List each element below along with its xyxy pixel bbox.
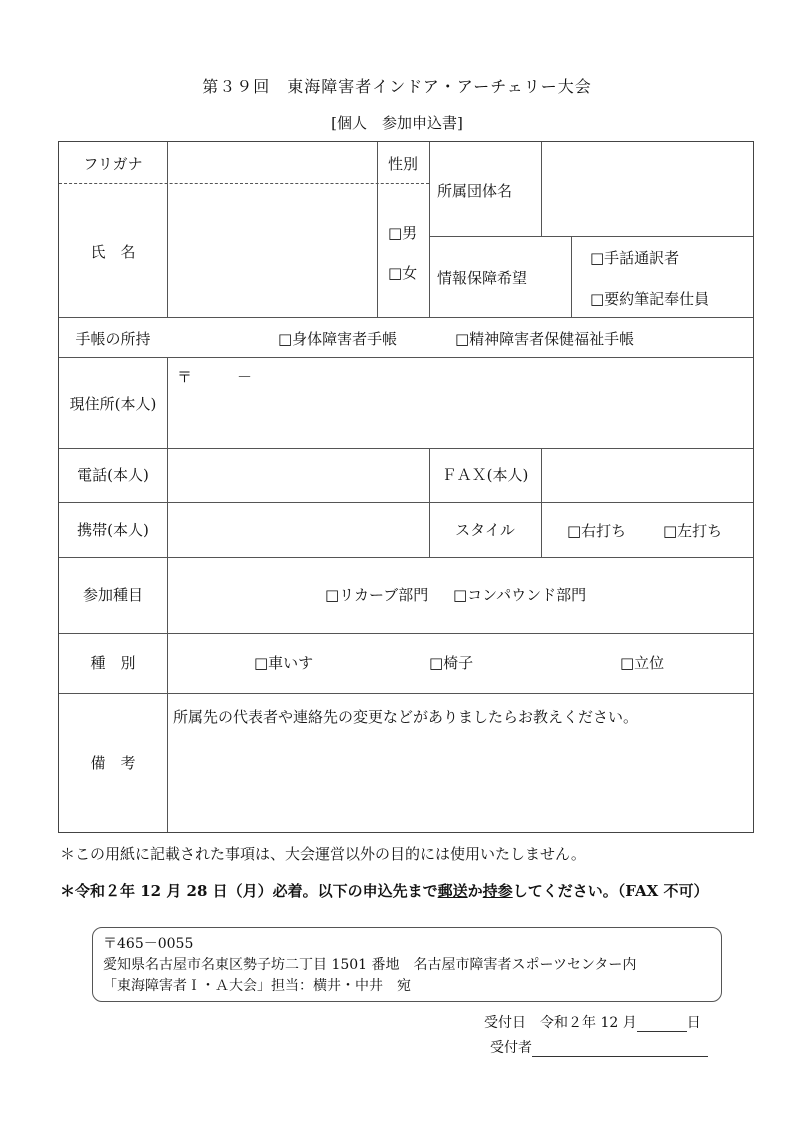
mobile-label: 携帯(本人) (77, 521, 149, 539)
col-divider (167, 357, 168, 832)
event-compound-checkbox[interactable]: □コンパウンド部門 (453, 586, 587, 604)
gender-label: 性別 (387, 155, 418, 173)
gender-female-checkbox[interactable]: □女 (388, 264, 418, 282)
receipt-day-suffix: 日 (686, 1015, 701, 1031)
deadline-bring: 持参 (482, 882, 513, 900)
remarks-text: 所属先の代表者や連絡先の変更などがありましたらお教えください。 (173, 708, 639, 726)
style-left-checkbox[interactable]: □左打ち (663, 522, 723, 540)
address-label: 現住所(本人) (69, 395, 157, 413)
row-divider (59, 317, 753, 318)
category-chair-checkbox[interactable]: □椅子 (429, 654, 474, 672)
receipt-date (484, 1012, 701, 1032)
event-recurve-checkbox[interactable]: □リカーブ部門 (325, 586, 429, 604)
handbook-label: 手帳の所持 (75, 330, 151, 348)
col-divider (541, 142, 542, 236)
row-divider (59, 357, 753, 358)
org-label: 所属団体名 (437, 182, 513, 200)
address-box (92, 927, 722, 1002)
category-standing-checkbox[interactable]: □立位 (620, 654, 665, 672)
furigana-divider (59, 183, 429, 184)
furigana-label: フリガナ (83, 155, 143, 173)
address-postal: 〒465－0055 (103, 936, 194, 952)
deadline-prefix: ＊令和２年 12 月 28 日（月）必着。以下の申込先まで (60, 882, 438, 900)
phone-label: 電話(本人) (77, 466, 149, 484)
info-support-label: 情報保障希望 (437, 269, 528, 287)
name-label: 氏 名 (90, 243, 136, 261)
postal-dash: － (237, 368, 253, 386)
privacy-note: ＊この用紙に記載された事項は、大会運営以外の目的には使用いたしません。 (60, 845, 586, 863)
handbook-physical-checkbox[interactable]: □身体障害者手帳 (278, 330, 398, 348)
receiver-label: 受付者 (490, 1040, 532, 1056)
receipt-date-label: 受付日 令和２年 12 月 (484, 1015, 637, 1031)
receiver-blank[interactable] (532, 1056, 708, 1057)
remarks-label: 備 考 (90, 754, 136, 772)
receipt-receiver (490, 1037, 708, 1057)
style-right-checkbox[interactable]: □右打ち (567, 522, 627, 540)
col-divider (571, 236, 572, 317)
info-summary-checkbox[interactable]: □要約筆記奉仕員 (590, 290, 710, 308)
col-divider (167, 142, 168, 317)
deadline-suffix: してください。（FAX 不可） (512, 882, 709, 900)
category-label: 種 別 (90, 654, 136, 672)
row-divider (59, 633, 753, 634)
row-divider (59, 557, 753, 558)
gender-male-checkbox[interactable]: □男 (388, 224, 418, 242)
address-line-2: 「東海障害者Ｉ・Ａ大会」担当：横井・中井 宛 (103, 978, 411, 994)
style-label: スタイル (455, 521, 515, 539)
org-divider (429, 236, 753, 237)
event-label: 参加種目 (82, 586, 143, 604)
form-subtitle: [個人 参加申込書] (331, 114, 463, 132)
row-divider (59, 693, 753, 694)
row-divider (59, 502, 753, 503)
info-sign-checkbox[interactable]: □手話通訳者 (590, 249, 680, 267)
deadline-note (60, 880, 708, 901)
fax-label: ＦＡＸ(本人) (441, 466, 529, 484)
col-divider (429, 142, 430, 317)
row-divider (59, 448, 753, 449)
col-divider (541, 448, 542, 557)
address-line-1: 愛知県名古屋市名東区勢子坊二丁目 1501 番地 名古屋市障害者スポーツセンター内 (103, 957, 637, 973)
handbook-mental-checkbox[interactable]: □精神障害者保健福祉手帳 (455, 330, 635, 348)
application-form (58, 141, 754, 833)
receipt-day-blank[interactable] (637, 1031, 687, 1032)
page-title: 第３９回 東海障害者インドア・アーチェリー大会 (202, 77, 592, 96)
deadline-mail: 郵送 (437, 882, 468, 900)
postal-mark: 〒 (177, 368, 193, 386)
deadline-or: か (467, 882, 483, 900)
category-wheelchair-checkbox[interactable]: □車いす (254, 654, 314, 672)
